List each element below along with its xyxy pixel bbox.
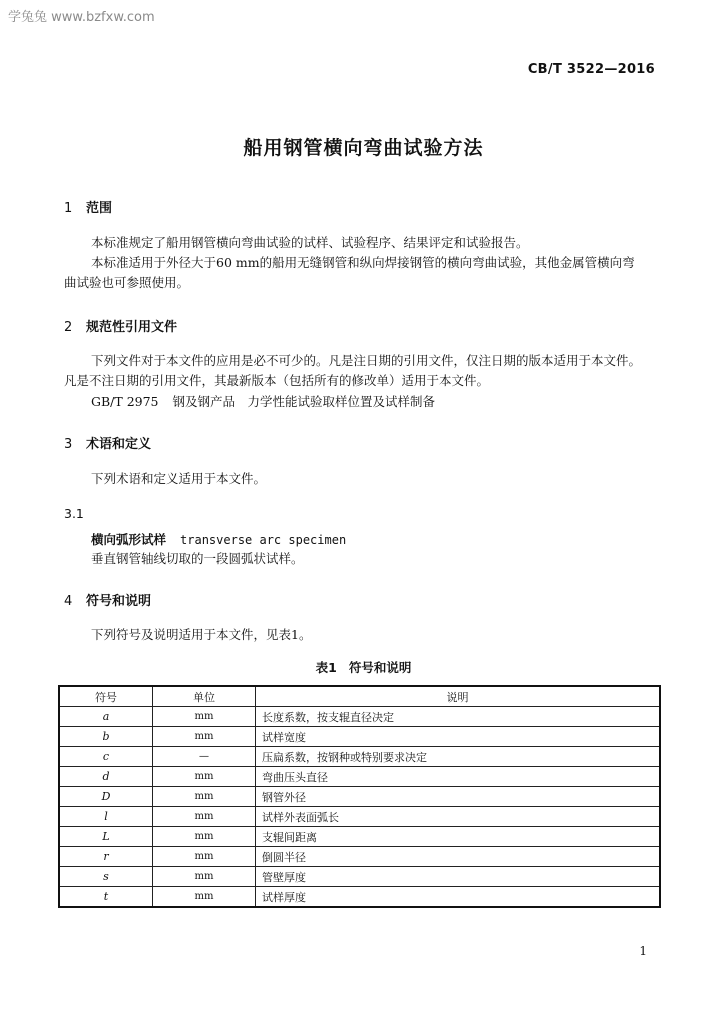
column-header-symbol: 符号 — [59, 686, 153, 707]
paragraph: 下列文件对于本文件的应用是必不可少的。凡是注日期的引用文件，仅注日期的版本适用于本文件。 — [91, 353, 642, 368]
symbol-cell: D — [59, 787, 153, 807]
section-number: 3 — [64, 437, 73, 452]
description-cell: 管壁厚度 — [256, 867, 661, 887]
page-number: 1 — [639, 944, 647, 958]
description-cell: 试样外表面弧长 — [256, 807, 661, 827]
description-cell: 试样厚度 — [256, 887, 661, 908]
unit-cell: mm — [153, 887, 256, 908]
symbol-cell: s — [59, 867, 153, 887]
section-2-heading — [64, 316, 177, 335]
paragraph: 下列符号及说明适用于本文件，见表1。 — [91, 627, 312, 642]
unit-cell: mm — [153, 727, 256, 747]
section-3-heading — [64, 433, 151, 452]
section-title: 符号和说明 — [86, 594, 152, 609]
paragraph: 凡是不注日期的引用文件，其最新版本（包括所有的修改单）适用于本文件。 — [64, 373, 490, 388]
paragraph: 本标准适用于外径大于60 mm的船用无缝钢管和纵向焊接钢管的横向弯曲试验，其他金属管横向弯 — [91, 255, 635, 270]
paragraph: 下列术语和定义适用于本文件。 — [91, 471, 267, 486]
unit-cell: mm — [153, 707, 256, 727]
description-cell: 支辊间距离 — [256, 827, 661, 847]
description-cell: 长度系数，按支辊直径决定 — [256, 707, 661, 727]
table-row — [59, 707, 660, 727]
standard-number: CB/T 3522—2016 — [527, 62, 655, 77]
unit-cell: mm — [153, 867, 256, 887]
term-definition: 垂直钢管轴线切取的一段圆弧状试样。 — [91, 551, 304, 566]
paragraph: 曲试验也可参照使用。 — [64, 275, 190, 290]
subclause-number: 3.1 — [64, 506, 84, 521]
description-cell: 试样宽度 — [256, 727, 661, 747]
symbol-cell: l — [59, 807, 153, 827]
section-title: 术语和定义 — [86, 437, 152, 452]
table-row — [59, 787, 660, 807]
symbol-cell: L — [59, 827, 153, 847]
symbol-cell: d — [59, 767, 153, 787]
section-title: 规范性引用文件 — [86, 320, 178, 335]
description-cell: 压扁系数，按钢种或特别要求决定 — [256, 747, 661, 767]
table-row — [59, 767, 660, 787]
unit-cell: — — [153, 747, 256, 767]
section-title: 范围 — [86, 201, 113, 216]
table-caption — [0, 658, 727, 676]
column-header-description: 说明 — [256, 686, 661, 707]
page-title: 船用钢管横向弯曲试验方法 — [243, 137, 484, 159]
column-header-unit: 单位 — [153, 686, 256, 707]
term-chinese: 横向弧形试样 — [91, 532, 167, 547]
symbol-cell: a — [59, 707, 153, 727]
reference-title: 钢及钢产品 力学性能试验取样位置及试样制备 — [172, 394, 436, 409]
section-number: 2 — [64, 320, 73, 335]
symbol-cell: b — [59, 727, 153, 747]
normative-reference — [91, 393, 435, 411]
reference-code: GB/T 2975 — [91, 394, 159, 409]
unit-cell: mm — [153, 787, 256, 807]
section-1-heading — [64, 197, 112, 216]
section-4-heading — [64, 590, 151, 609]
watermark: 学兔兔 www.bzfxw.com — [8, 10, 155, 25]
symbol-cell: r — [59, 847, 153, 867]
unit-cell: mm — [153, 807, 256, 827]
table-header-row — [59, 686, 660, 707]
section-number: 1 — [64, 201, 73, 216]
table-row — [59, 847, 660, 867]
unit-cell: mm — [153, 827, 256, 847]
table-caption-number: 表1 — [315, 660, 337, 675]
unit-cell: mm — [153, 767, 256, 787]
symbol-cell: t — [59, 887, 153, 908]
term-entry — [91, 530, 346, 548]
paragraph: 本标准规定了船用钢管横向弯曲试验的试样、试验程序、结果评定和试验报告。 — [91, 235, 529, 250]
description-cell: 弯曲压头直径 — [256, 767, 661, 787]
symbols-table — [58, 685, 661, 908]
table-row — [59, 887, 660, 908]
unit-cell: mm — [153, 847, 256, 867]
table-row — [59, 747, 660, 767]
table-row — [59, 827, 660, 847]
table-row — [59, 867, 660, 887]
table-row — [59, 727, 660, 747]
section-number: 4 — [64, 594, 73, 609]
symbol-cell: c — [59, 747, 153, 767]
table-row — [59, 807, 660, 827]
term-english: transverse arc specimen — [180, 533, 347, 547]
description-cell: 倒圆半径 — [256, 847, 661, 867]
description-cell: 钢管外径 — [256, 787, 661, 807]
table-caption-title: 符号和说明 — [348, 660, 412, 675]
